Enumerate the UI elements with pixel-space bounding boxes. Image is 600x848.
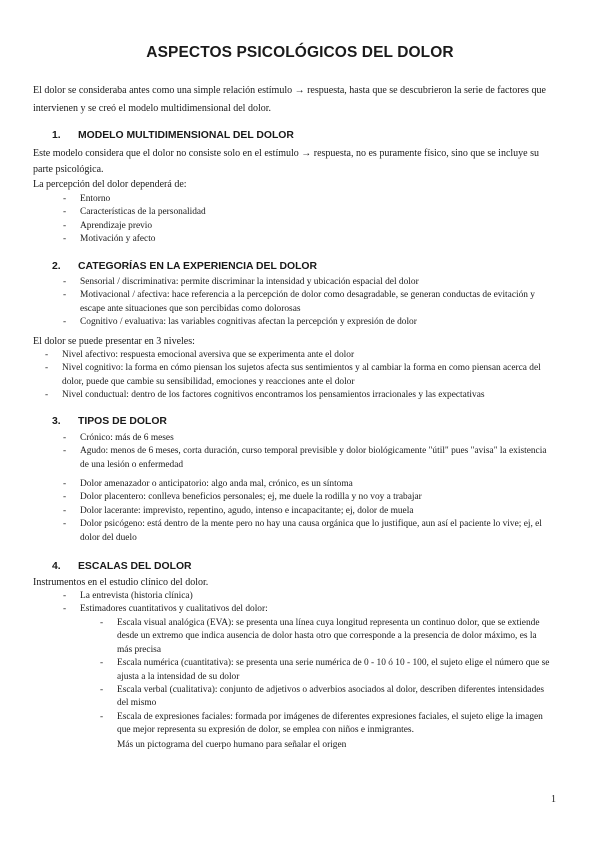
bullet-dash: -	[100, 658, 104, 669]
section-3-list-b	[63, 478, 557, 545]
list-item-text: Aprendizaje previo	[80, 220, 153, 231]
bullet-dash: -	[100, 618, 104, 628]
section-3-list-a	[63, 432, 557, 472]
list-item-text: Estimadores cuantitativos y cualitativos del dolor:	[80, 604, 268, 615]
list-item	[63, 478, 557, 491]
list-item	[63, 505, 557, 518]
list-item-text: Escala visual analógica (EVA): se presenta una línea cuya longitud representa un continuo dolor, que se extiende desde un extremo que indica ausencia de dolor hasta otro que corresponde a la presencia de dolor máximo, es la más precisa	[117, 618, 540, 655]
list-item	[63, 289, 561, 316]
bullet-dash: -	[45, 350, 49, 360]
list-item-text: Nivel cognitivo: la forma en cómo piensan los sujetos afecta sus sentimientos y al cambiar la forma en como piensan acerca del dolor, puede que cambie su sensibilidad, emociones y reacciones ante el dolor	[62, 363, 541, 387]
list-item	[63, 432, 557, 445]
list-item-text: Escala numérica (cuantitativa): se presenta una serie numérica de 0 - 10 ó 10 - 100, el sujeto elige el número que se ajusta a la intensidad de su dolor	[117, 658, 550, 682]
section-title: ESCALAS DEL DOLOR	[78, 561, 192, 572]
bullet-dash: -	[45, 390, 49, 401]
list-item-text: Cognitivo / evaluativa: las variables cognitivas afectan la percepción y expresión de dolor	[80, 317, 417, 328]
list-item	[63, 491, 557, 504]
bullet-dash: -	[100, 685, 104, 696]
bullet-dash: -	[63, 433, 67, 443]
list-item	[63, 220, 563, 233]
bullet-dash: -	[63, 505, 67, 516]
list-item-text: Agudo: menos de 6 meses, corta duración, curso temporal previsible y dolor biológicamente "útil" pues "avisa" la existencia de una lesión o enfermedad	[80, 446, 547, 470]
list-item-text: Nivel afectivo: respuesta emocional aversiva que se experimenta ante el dolor	[62, 350, 355, 360]
list-item	[100, 617, 552, 657]
page-number: 1	[551, 794, 556, 805]
section-4-sublist	[100, 617, 552, 738]
list-item	[63, 590, 557, 603]
bullet-dash: -	[45, 363, 49, 374]
section-2-lead: El dolor se puede presentar en 3 niveles:	[33, 336, 195, 347]
bullet-dash: -	[100, 711, 104, 722]
list-item-text: Motivación y afecto	[80, 234, 156, 245]
bullet-dash: -	[63, 519, 67, 530]
section-title: CATEGORÍAS EN LA EXPERIENCIA DEL DOLOR	[78, 261, 318, 272]
page-title: ASPECTOS PSICOLÓGICOS DEL DOLOR	[146, 44, 454, 61]
list-item	[45, 349, 563, 362]
list-item-text: Características de la personalidad	[80, 207, 206, 218]
section-title: MODELO MULTIDIMENSIONAL DEL DOLOR	[78, 130, 294, 141]
list-item	[63, 193, 563, 206]
section-2-levels	[45, 349, 563, 403]
list-item	[63, 445, 557, 472]
list-item	[45, 362, 563, 389]
list-item	[63, 603, 557, 616]
list-item-text: Dolor lacerante: imprevisto, repentino, agudo, intenso e incapacitante; ej, dolor de muela	[80, 505, 414, 516]
list-item-text: Motivacional / afectiva: hace referencia a la percepción de dolor como desagradable, se generan conductas de evitación y escape ante situaciones que son percibidas como dolorosas	[80, 290, 535, 314]
section-1-lead: La percepción del dolor dependerá de:	[33, 179, 187, 190]
list-item-text: Sensorial / discriminativa: permite discriminar la intensidad y ubicación espacial del dolor	[80, 277, 419, 287]
list-item	[63, 233, 563, 246]
list-item	[45, 389, 563, 402]
section-1-paragraph: Este modelo considera que el dolor no consiste solo en el estímulo → respuesta, no es puramente físico, sino que se incluye su parte psicológica.	[33, 148, 539, 175]
section-4-list	[63, 590, 557, 617]
list-item	[63, 316, 561, 329]
list-item-text: Escala de expresiones faciales: formada por imágenes de diferentes expresiones faciales, el sujeto elige la imagen que mejor representa su expresión de dolor, se emplea con niños e inmigrantes.	[117, 711, 543, 736]
list-item	[100, 657, 552, 684]
intro-paragraph: El dolor se consideraba antes como una simple relación estímulo → respuesta, hasta que se descubrieron la serie de factores que intervienen y se creó el modelo multidimensional del dolor.	[33, 85, 546, 114]
section-4-lead: Instrumentos en el estudio clínico del dolor.	[33, 577, 209, 588]
bullet-dash: -	[63, 604, 67, 615]
list-item-text: Crónico: más de 6 meses	[80, 433, 174, 443]
bullet-dash: -	[63, 446, 67, 457]
section-4-extra: Más un pictograma del cuerpo humano para señalar el origen	[117, 740, 347, 750]
list-item	[100, 684, 552, 711]
section-number: 2.	[52, 261, 61, 272]
bullet-dash: -	[63, 492, 67, 503]
list-item	[63, 276, 561, 289]
list-item	[63, 206, 563, 219]
list-item-text: Dolor psicógeno: está dentro de la mente pero no hay una causa orgánica que lo justifique, aun así el paciente lo vive; ej, el dolor del duelo	[80, 519, 542, 543]
list-item-text: Entorno	[80, 194, 111, 204]
section-2-list	[63, 276, 561, 330]
list-item-text: Dolor placentero: conlleva beneficios personales; ej, me duele la rodilla y no voy a trabajar	[80, 492, 422, 503]
bullet-dash: -	[63, 207, 67, 218]
list-item	[63, 518, 557, 545]
list-item-text: Nivel conductual: dentro de los factores cognitivos encontramos los pensamientos irracionales y las expectativas	[62, 390, 485, 401]
list-item-text: La entrevista (historia clínica)	[80, 591, 193, 601]
bullet-dash: -	[63, 194, 67, 204]
list-item-text: Dolor amenazador o anticipatorio: algo anda mal, crónico, es un síntoma	[80, 479, 353, 489]
section-1-list	[63, 193, 563, 247]
list-item	[100, 711, 552, 738]
bullet-dash: -	[63, 220, 67, 231]
bullet-dash: -	[63, 591, 67, 601]
list-item-text: Escala verbal (cualitativa): conjunto de adjetivos o adverbios asociados al dolor, describen diferentes intensidades del mismo	[117, 685, 545, 709]
section-number: 4.	[52, 561, 61, 572]
section-number: 3.	[52, 416, 61, 427]
section-title: TIPOS DE DOLOR	[78, 416, 167, 427]
bullet-dash: -	[63, 317, 67, 328]
bullet-dash: -	[63, 277, 67, 287]
bullet-dash: -	[63, 290, 67, 301]
section-number: 1.	[52, 130, 61, 141]
bullet-dash: -	[63, 234, 67, 245]
bullet-dash: -	[63, 479, 67, 489]
